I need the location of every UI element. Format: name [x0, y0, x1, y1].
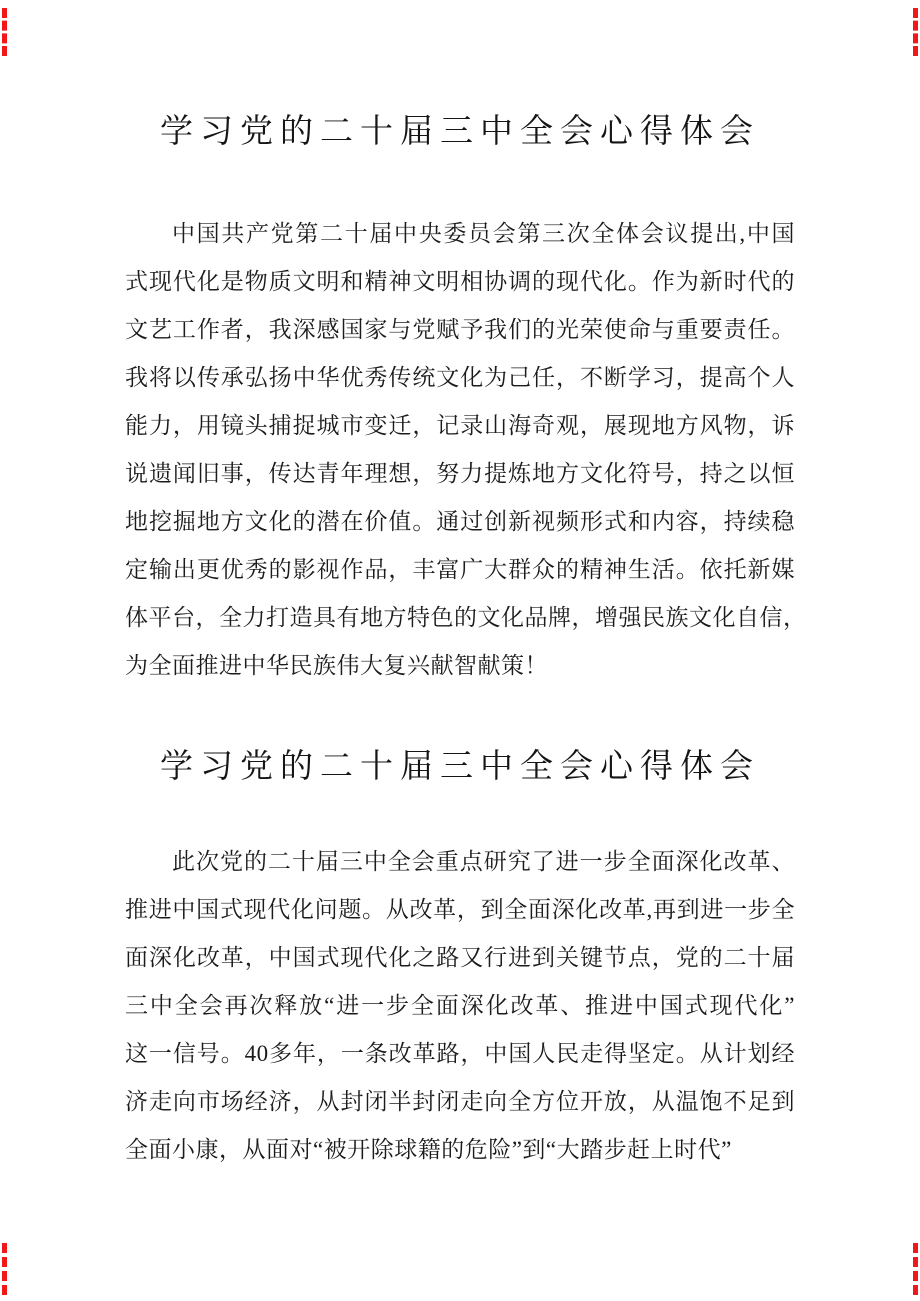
text-line: 为全面推进中华民族伟大复兴献智献策！	[125, 653, 548, 678]
text-line: 定输出更优秀的影视作品，丰富广大群众的精神生活。依托新媒	[125, 557, 795, 582]
crop-mark-top-left-icon	[2, 8, 7, 56]
text-line: 我将以传承弘扬中华优秀传统文化为己任，不断学习，提高个人	[125, 365, 795, 390]
text-line: 能力，用镜头捕捉城市变迁，记录山海奇观，展现地方风物，诉	[125, 413, 795, 438]
text-line: 济走向市场经济，从封闭半封闭走向全方位开放，从温饱不足到	[125, 1089, 795, 1114]
text-line: 全面小康，从面对“被开除球籍的危险”到“大踏步赶上时代”	[125, 1137, 732, 1162]
text-line: 推进中国式现代化问题。从改革，到全面深化改革,再到进一步全	[125, 897, 795, 922]
paragraph-1	[125, 210, 807, 690]
text-line: 三中全会再次释放“进一步全面深化改革、推进中国式现代化”	[125, 993, 795, 1018]
crop-mark-bottom-right-icon	[913, 1243, 918, 1295]
crop-mark-bottom-left-icon	[2, 1243, 7, 1295]
text-line: 地挖掘地方文化的潜在价值。通过创新视频形式和内容，持续稳	[125, 509, 795, 534]
text-line: 式现代化是物质文明和精神文明相协调的现代化。作为新时代的	[125, 269, 795, 294]
text-line: 面深化改革，中国式现代化之路又行进到关键节点，党的二十届	[125, 945, 795, 970]
text-line: 中国共产党第二十届中央委员会第三次全体会议提出,中国	[172, 221, 795, 246]
text-line: 说遗闻旧事，传达青年理想，努力提炼地方文化符号，持之以恒	[125, 461, 795, 486]
paragraph-2	[125, 838, 795, 1174]
crop-mark-top-right-icon	[913, 8, 918, 56]
text-line: 文艺工作者，我深感国家与党赋予我们的光荣使命与重要责任。	[125, 317, 795, 342]
text-line: 这一信号。40多年，一条改革路，中国人民走得坚定。从计划经	[125, 1041, 795, 1066]
text-line: 体平台，全力打造具有地方特色的文化品牌，增强民族文化自信，	[125, 605, 807, 630]
text-line: 此次党的二十届三中全会重点研究了进一步全面深化改革、	[172, 849, 795, 874]
document-title-second: 学习党的二十届三中全会心得体会	[160, 749, 760, 785]
document-title-first: 学习党的二十届三中全会心得体会	[160, 114, 760, 150]
